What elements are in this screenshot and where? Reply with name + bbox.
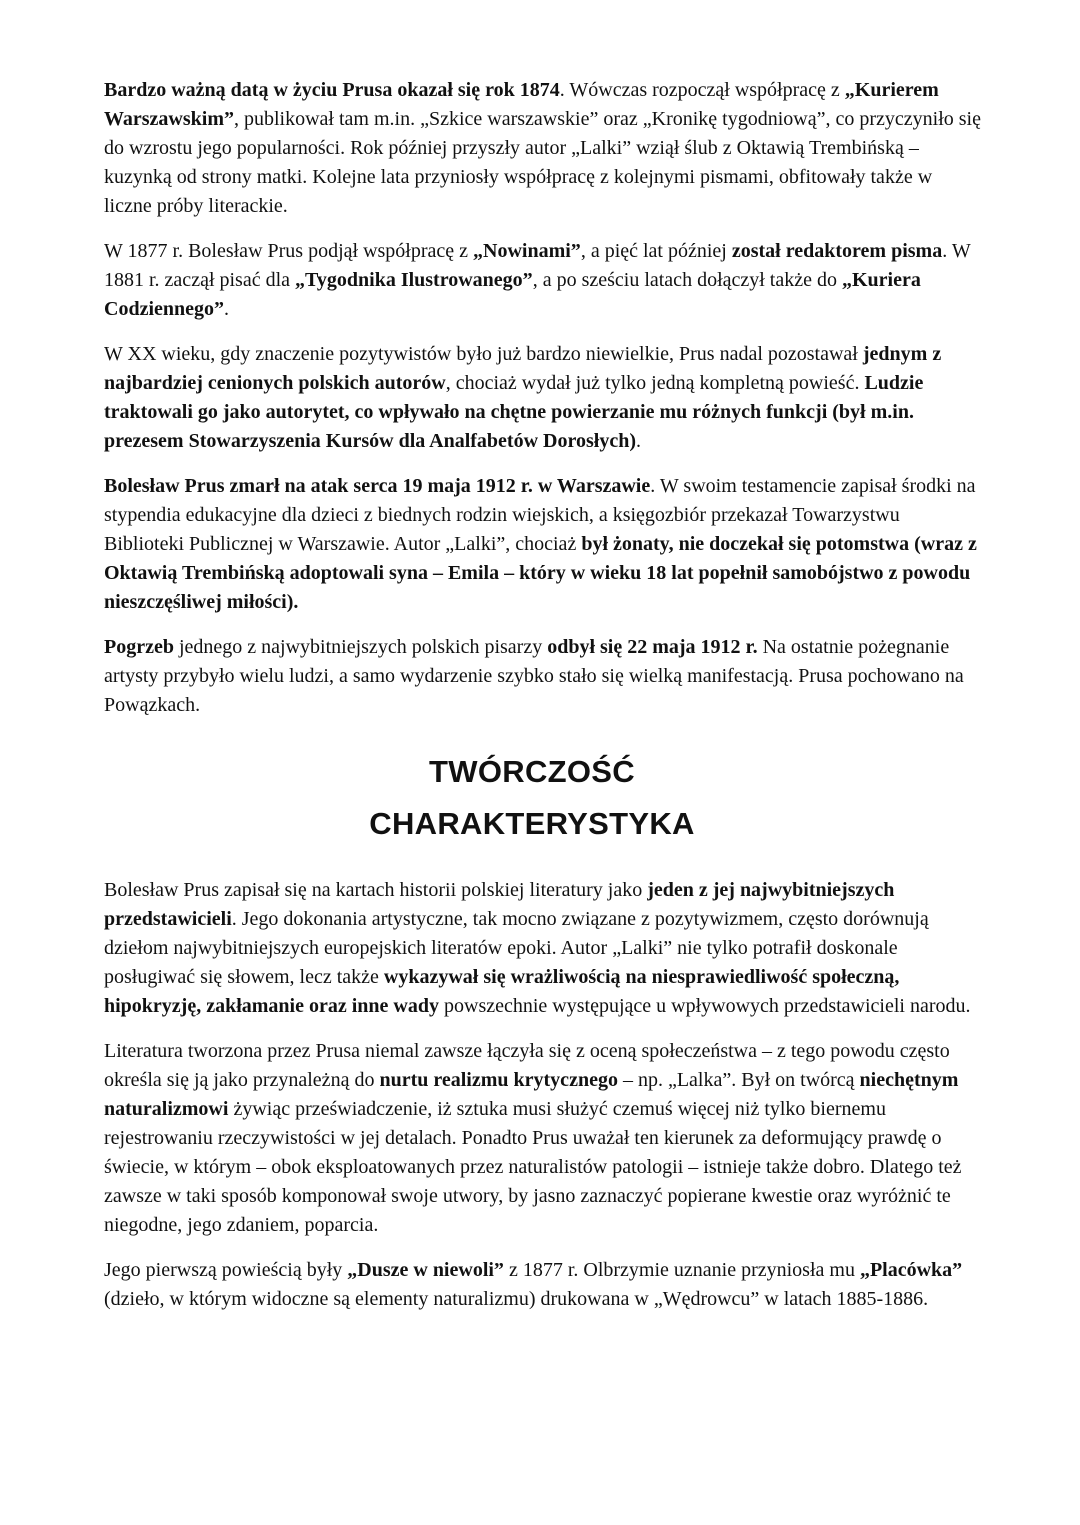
bold-run: „Placówka” bbox=[859, 1259, 963, 1281]
paragraph-nowiny bbox=[104, 237, 984, 324]
bold-run: jednym z najbardziej cenionych polskich autorów bbox=[104, 343, 942, 394]
text-run: . bbox=[224, 298, 229, 320]
bold-run: „Dusze w niewoli” bbox=[347, 1259, 504, 1281]
text-run: z 1877 r. Olbrzymie uznanie przyniosła mu bbox=[503, 1259, 860, 1281]
text-run: . bbox=[636, 430, 641, 452]
bold-run: jeden z jej najwybitniejszych przedstawicieli bbox=[104, 879, 895, 930]
bold-run: „Kurierem Warszawskim” bbox=[104, 79, 939, 130]
bold-run: „Kuriera Codziennego” bbox=[104, 269, 921, 320]
paragraph-1874 bbox=[104, 76, 984, 221]
text-run: Literatura tworzona przez Prusa niemal zawsze łączyła się z oceną społeczeństwa – z tego powodu często określa się ją jako przynależną do bbox=[104, 1040, 950, 1091]
text-run: powszechnie występujące u wpływowych przedstawicieli narodu. bbox=[439, 995, 971, 1017]
heading-tworczosc: TWÓRCZOŚĆ bbox=[429, 754, 635, 789]
bold-run: był żonaty, nie doczekał się potomstwa (wraz z Oktawią Trembińską adoptowali syna – Emila – który w wieku 18 lat popełnił samobójstwo z powodu nieszczęśliwej miłości). bbox=[104, 533, 977, 613]
text-run: Bolesław Prus zapisał się na kartach historii polskiej literatury jako bbox=[104, 879, 648, 901]
text-run: żywiąc przeświadczenie, iż sztuka musi służyć czemuś więcej niż tylko biernemu rejestrowaniu rzeczywistości w jej detalach. Ponadto Prus uważał ten kierunek za deformujący prawdę o świecie, w którym – obok eksploatowanych przez naturalistów patologii – istnieje także dobro. Dlatego też zawsze w taki sposób komponował swoje utwory, by jasno zaznaczyć popierane kwestie oraz wyróżnić te niegodne, jego zdaniem, poparcia. bbox=[104, 1098, 962, 1236]
text-run: – np. „Lalka”. Był on twórcą bbox=[617, 1069, 860, 1091]
paragraph-pogrzeb bbox=[104, 633, 984, 720]
text-run: . W swoim testamencie zapisał środki na stypendia edukacyjne dla dzieci z biednych rodzin wiejskich, a księgozbiór przekazał Towarzystwu Biblioteki Publicznej w Warszawie. Autor „Lalki”, chociaż bbox=[104, 475, 976, 555]
bold-run: Bardzo ważną datą w życiu Prusa okazał się rok 1874 bbox=[104, 79, 560, 101]
text-run: . W 1881 r. zaczął pisać dla bbox=[104, 240, 971, 291]
paragraph-charakterystyka bbox=[104, 876, 984, 1021]
text-run: Na ostatnie pożegnanie artysty przybyło wielu ludzi, a samo wydarzenie szybko stało się wielką manifestacją. Prusa pochowano na Powązkach. bbox=[104, 636, 964, 716]
document-page bbox=[104, 76, 984, 1330]
text-run: Jego pierwszą powieścią były bbox=[104, 1259, 348, 1281]
bold-run: wykazywał się wrażliwością na niesprawiedliwość społeczną, hipokryzję, zakłamanie oraz inne wady bbox=[104, 966, 900, 1017]
paragraph-realizm bbox=[104, 1037, 984, 1240]
text-run: , publikował tam m.in. „Szkice warszawskie” oraz „Kronikę tygodniową”, co przyczyniło się do wzrostu jego popularności. Rok później przyszły autor „Lalki” wziął ślub z Oktawią Trembińską – kuzynką od strony matki. Kolejne lata przyniosły współpracę z kolejnymi pismami, obfitowały także w liczne próby literackie. bbox=[104, 108, 981, 217]
text-run: . Wówczas rozpoczął współpracę z bbox=[559, 79, 845, 101]
bold-run: odbył się 22 maja 1912 r. bbox=[547, 636, 758, 658]
heading-charakterystyka: CHARAKTERYSTYKA bbox=[369, 806, 695, 841]
bold-run: Bolesław Prus zmarł na atak serca 19 maja 1912 r. w Warszawie bbox=[104, 475, 651, 497]
paragraph-powiesci bbox=[104, 1256, 984, 1314]
paragraph-xx-wiek bbox=[104, 340, 984, 456]
bold-run: Ludzie traktowali go jako autorytet, co wpływało na chętne powierzanie mu różnych funkcji (był m.in. prezesem Stowarzyszenia Kursów dla Analfabetów Dorosłych) bbox=[104, 372, 924, 452]
text-run: . Jego dokonania artystyczne, tak mocno związane z pozytywizmem, często dorównują dziełom najwybitniejszych europejskich literatów epoki. Autor „Lalki” nie tylko potrafił doskonale posługiwać się słowem, lecz także bbox=[104, 908, 929, 988]
text-run: W XX wieku, gdy znaczenie pozytywistów było już bardzo niewielkie, Prus nadal pozostawał bbox=[104, 343, 863, 365]
paragraph-smierc bbox=[104, 472, 984, 617]
text-run: , a pięć lat później bbox=[580, 240, 732, 262]
bold-run: „Nowinami” bbox=[473, 240, 581, 262]
bold-run: Pogrzeb bbox=[104, 636, 174, 658]
text-run: jednego z najwybitniejszych polskich pisarzy bbox=[173, 636, 548, 658]
text-run: (dzieło, w którym widoczne są elementy naturalizmu) drukowana w „Wędrowcu” w latach 1885-1886. bbox=[104, 1288, 929, 1310]
bold-run: „Tygodnika Ilustrowanego” bbox=[295, 269, 533, 291]
section-heading bbox=[104, 746, 984, 850]
text-run: W 1877 r. Bolesław Prus podjął współpracę z bbox=[104, 240, 474, 262]
bold-run: niechętnym naturalizmowi bbox=[104, 1069, 959, 1120]
text-run: , chociaż wydał już tylko jedną kompletną powieść. bbox=[445, 372, 865, 394]
bold-run: nurtu realizmu krytycznego bbox=[379, 1069, 618, 1091]
text-run: , a po sześciu latach dołączył także do bbox=[532, 269, 842, 291]
bold-run: został redaktorem pisma bbox=[731, 240, 943, 262]
